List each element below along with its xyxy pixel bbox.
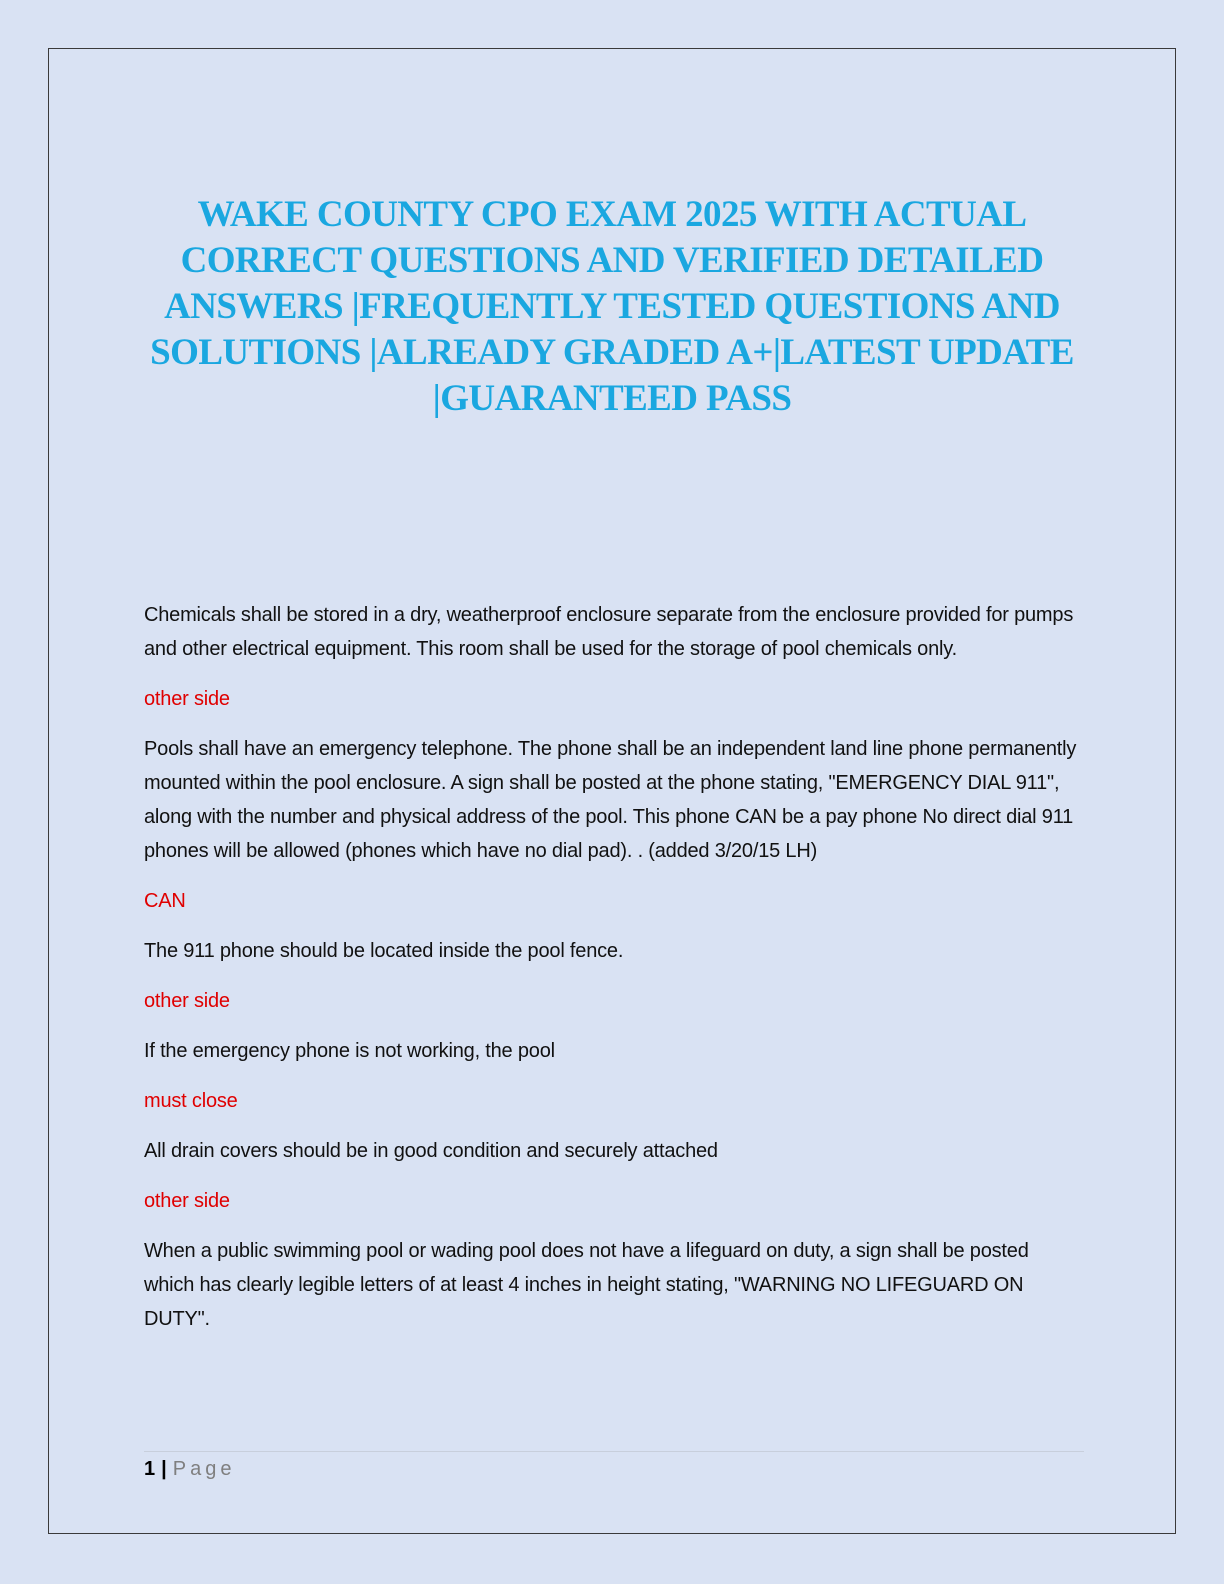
question-text: All drain covers should be in good condition and securely attached [144, 1140, 718, 1162]
answer-text: other side [144, 990, 230, 1012]
page-footer [144, 1456, 235, 1482]
question-text: Chemicals shall be stored in a dry, weatherproof enclosure separate from the enclosure provided for pumps and other electrical equipment. This room shall be used for the storage of pool chemicals only. [144, 604, 1074, 660]
question-text: The 911 phone should be located inside the pool fence. [144, 940, 624, 962]
answer-text: must close [144, 1090, 238, 1112]
page-label: Page [172, 1458, 236, 1480]
footer-divider [144, 1451, 1084, 1452]
footer-separator: | [161, 1458, 167, 1480]
question-text: If the emergency phone is not working, the pool [144, 1040, 555, 1062]
question-text: When a public swimming pool or wading pool does not have a lifeguard on duty, a sign shall be posted which has clearly legible letters of at least 4 inches in height stating, "WARNING NO LIFEGUARD ON DUTY". [144, 1240, 1029, 1330]
page-number: 1 [144, 1458, 156, 1480]
answer-text: other side [144, 688, 230, 710]
question-text: Pools shall have an emergency telephone. The phone shall be an independent land line phone permanently mounted within the pool enclosure. A sign shall be posted at the phone stating, "EMERGENCY DIAL 911", along with the number and physical address of the pool. This phone CAN be a pay phone No direct dial 911 phones will be allowed (phones which have no dial pad). . (added 3/20/15 LH) [144, 738, 1077, 862]
answer-text: CAN [144, 890, 186, 912]
document-body [144, 598, 1084, 1352]
document-title: WAKE COUNTY CPO EXAM 2025 WITH ACTUAL CORRECT QUESTIONS AND VERIFIED DETAILED ANSWERS |FREQUENTLY TESTED QUESTIONS AND SOLUTIONS |ALREADY GRADED A+|LATEST UPDATE |GUARANTEED PASS [150, 194, 1074, 419]
answer-text: other side [144, 1190, 230, 1212]
